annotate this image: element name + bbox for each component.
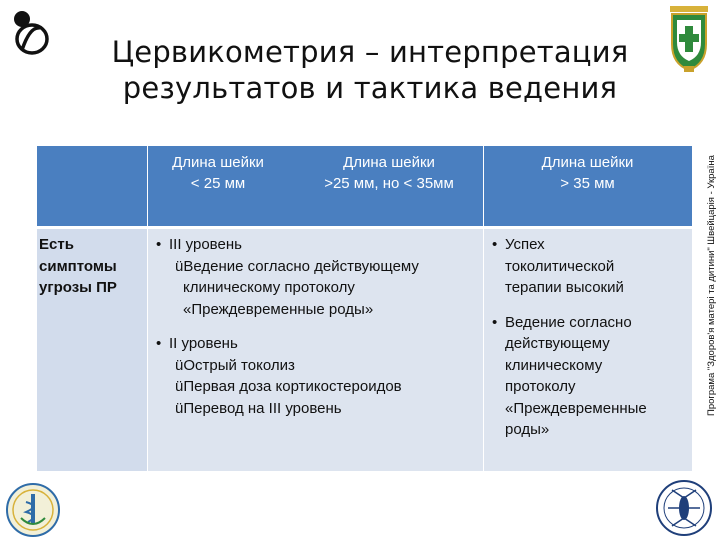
level-2-item: üПеревод на III уровень bbox=[175, 399, 342, 417]
program-caption: Програма "Здоров'я матері та дитини" Швейцарія - Україна bbox=[706, 155, 717, 416]
program-logo-icon bbox=[8, 6, 54, 58]
header-cell-lt25 bbox=[147, 152, 289, 194]
level-3-title: • III уровень bbox=[169, 234, 479, 256]
header-cell-25-35 bbox=[299, 152, 479, 194]
row-label bbox=[39, 234, 145, 299]
interpretation-table bbox=[37, 146, 692, 471]
list-item: «Преждевременные bbox=[505, 399, 647, 417]
title-line-2: результатов и тактика ведения bbox=[122, 71, 618, 105]
header-text: Длина шейки bbox=[541, 154, 634, 171]
header-text: > 35 мм bbox=[560, 175, 615, 192]
row-label-line: угрозы ПР bbox=[39, 279, 117, 296]
column-divider bbox=[147, 146, 148, 471]
column-divider bbox=[483, 146, 484, 471]
header-text: Длина шейки bbox=[343, 154, 435, 171]
list-item: терапии высокий bbox=[505, 279, 624, 296]
management-levels-list bbox=[169, 234, 479, 419]
swiss-ukraine-program-emblem-icon bbox=[654, 478, 714, 538]
level-2-title: • II уровень bbox=[169, 333, 479, 355]
list-item: протоколу bbox=[505, 378, 576, 395]
header-cell-gt35 bbox=[483, 152, 692, 194]
header-divider bbox=[37, 226, 692, 229]
long-cervix-list bbox=[505, 234, 690, 441]
ukraine-coat-of-arms-icon bbox=[666, 4, 712, 74]
header-text: >25 мм, но < 35мм bbox=[324, 175, 454, 192]
list-item: действующему bbox=[505, 335, 610, 352]
list-item: роды» bbox=[505, 421, 550, 438]
list-item: • Успех bbox=[505, 234, 690, 256]
list-item: • Ведение согласно bbox=[505, 312, 690, 334]
level-3-item: «Преждевременные роды» bbox=[183, 300, 374, 318]
level-2-item: üПервая доза кортикостероидов bbox=[175, 378, 402, 395]
header-text: < 25 мм bbox=[190, 175, 246, 192]
medical-emblem-icon bbox=[4, 482, 62, 538]
row-label-line: Есть bbox=[39, 236, 74, 253]
row-label-line: симптомы bbox=[39, 257, 117, 275]
level-3-item: клиническому протоколу bbox=[183, 279, 355, 296]
level-3-item: üВедение согласно действующему bbox=[175, 257, 419, 275]
level-2-item: üОстрый токолиз bbox=[175, 356, 295, 374]
header-text: Длина шейки bbox=[172, 154, 264, 171]
list-item: токолитической bbox=[505, 257, 615, 275]
page-title bbox=[70, 34, 670, 106]
list-item: клиническому bbox=[505, 356, 603, 374]
title-line-1: Цервикометрия – интерпретация bbox=[111, 35, 629, 69]
